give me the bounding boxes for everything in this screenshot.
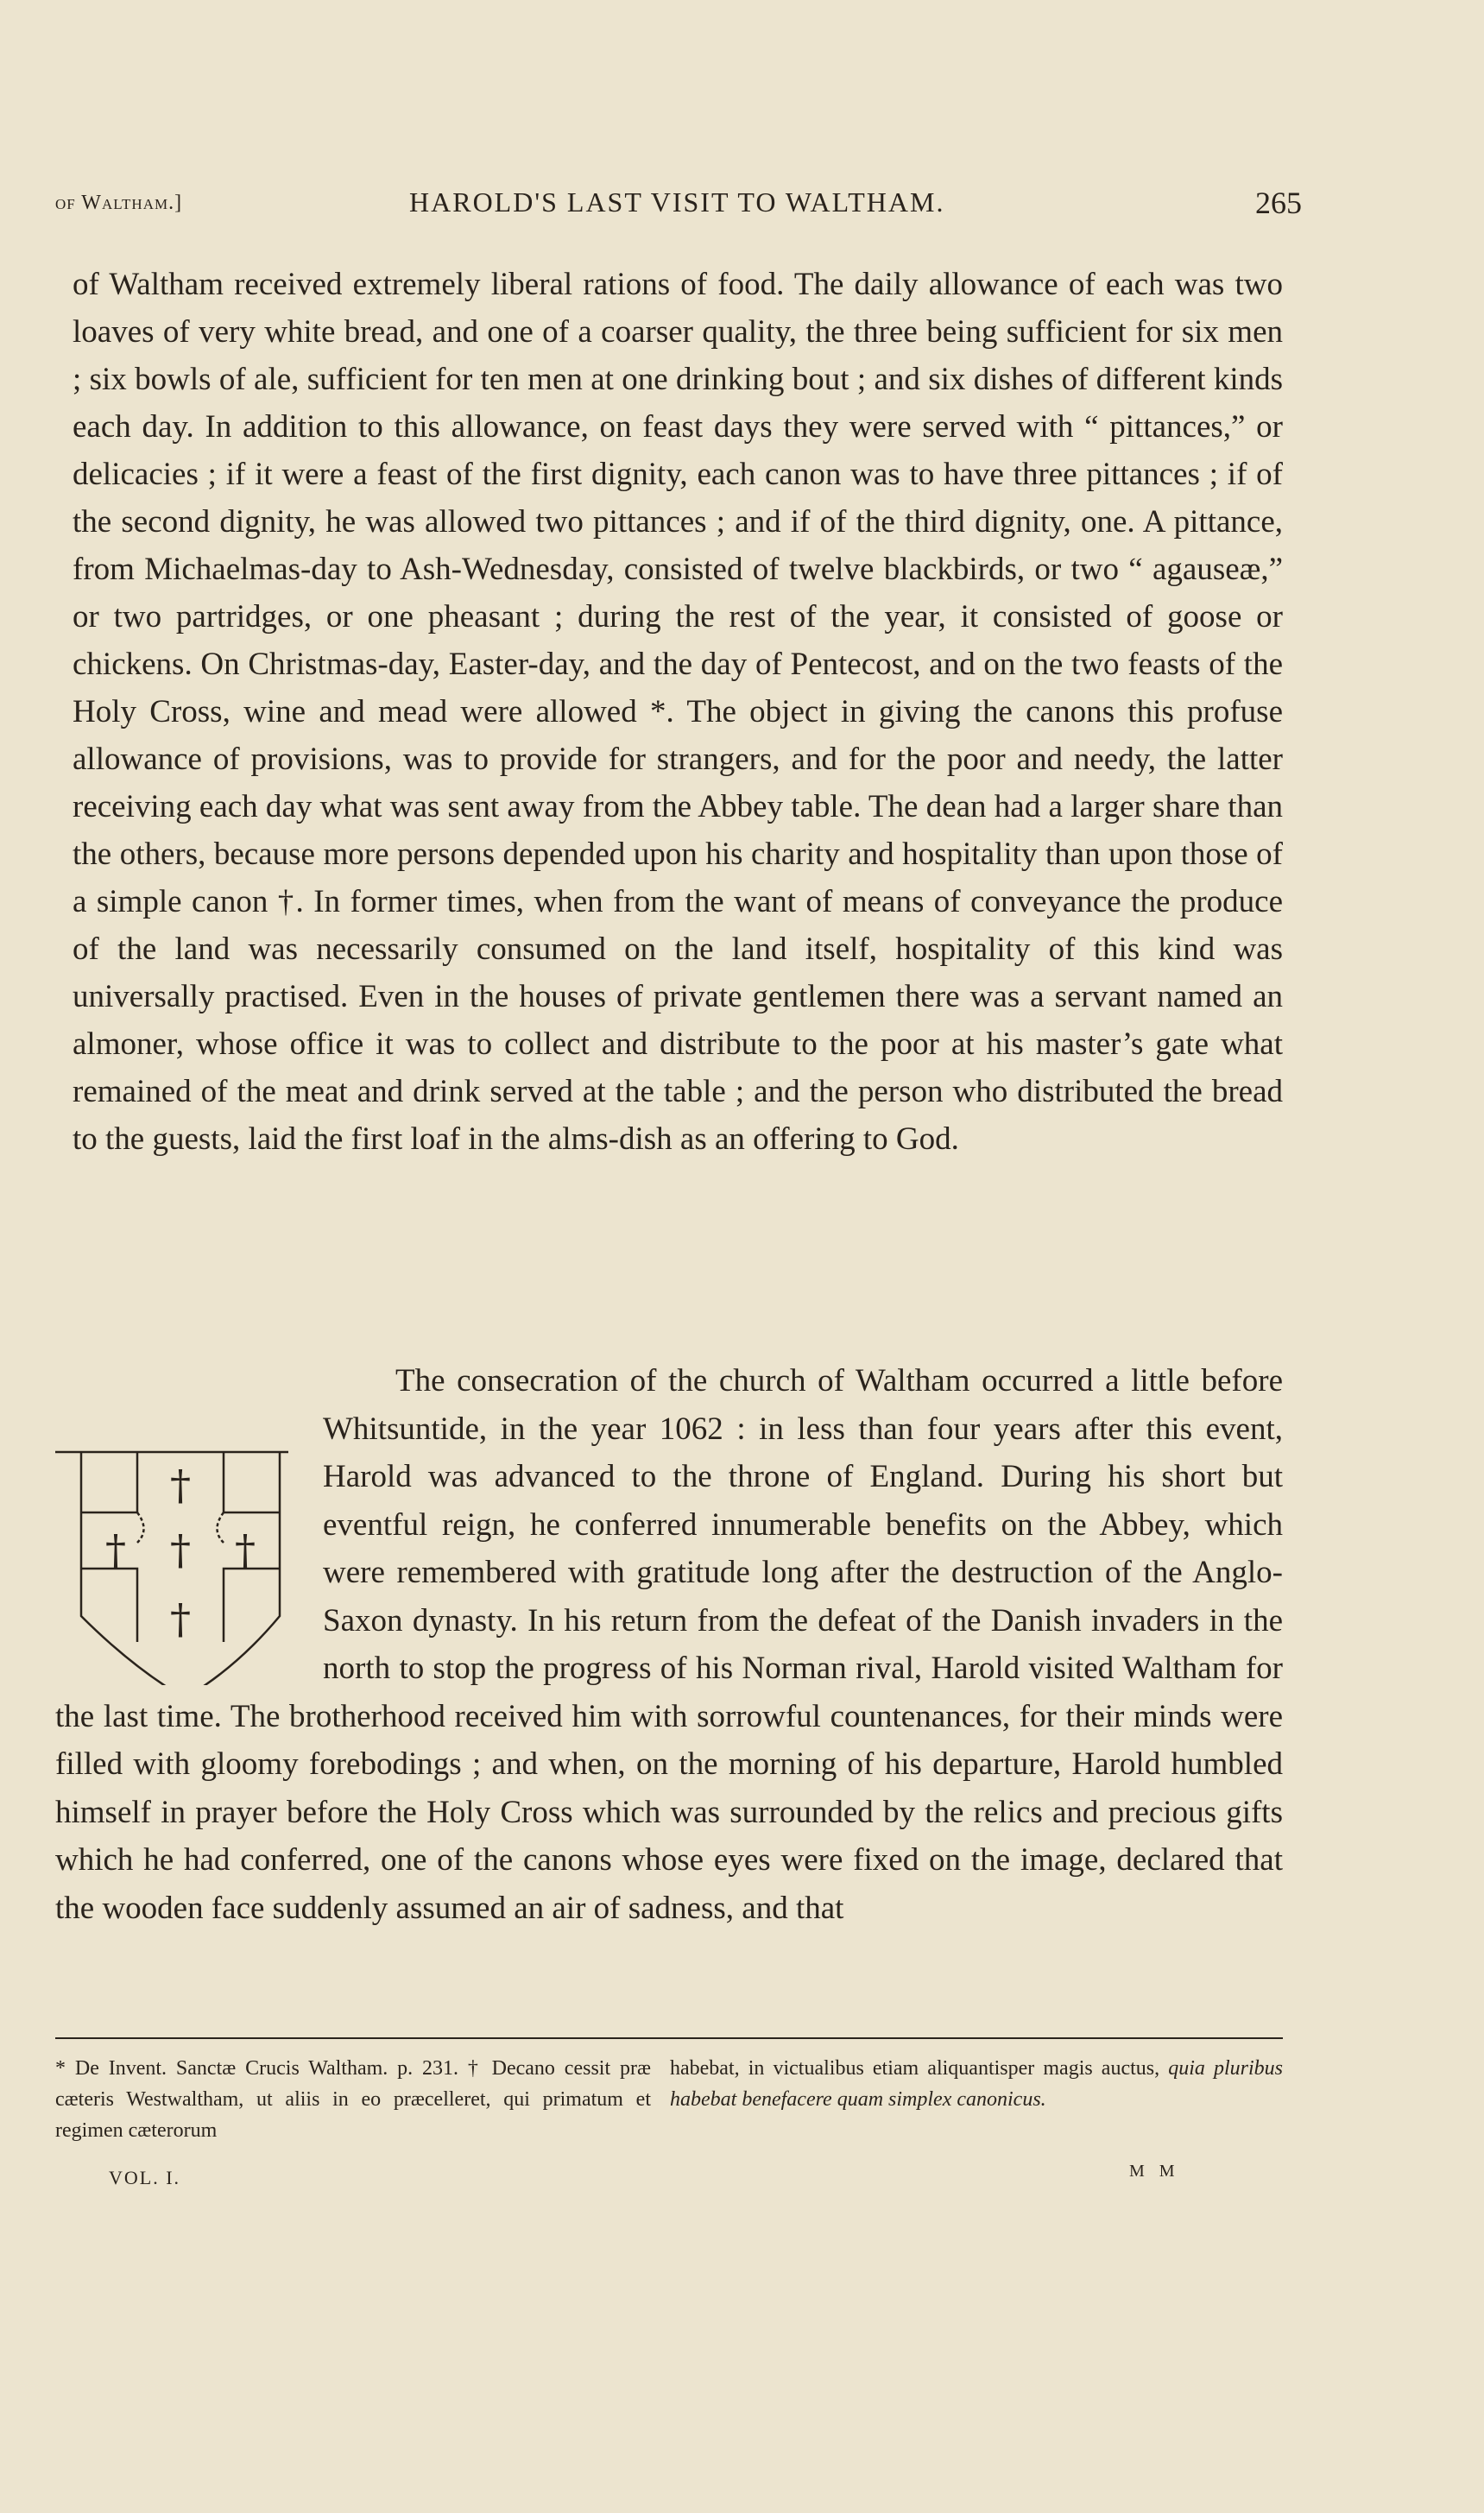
header-title: HAROLD'S LAST VISIT TO WALTHAM. [409, 186, 945, 218]
footnotes [55, 2053, 1283, 2146]
header-left: of Waltham.] [55, 192, 183, 214]
volume-signature: VOL. I. [109, 2167, 181, 2188]
paragraph-2-block [55, 1357, 1283, 1932]
main-text [73, 261, 1283, 1163]
page-number: 265 [1255, 186, 1302, 220]
cross-bottom: † [170, 1595, 191, 1644]
cross-right: † [235, 1526, 256, 1575]
footnote-rule [55, 2037, 1283, 2039]
footnote-right-italic: quia pluribus habebat benefacere quam simplex canonicus. [670, 2057, 1283, 2111]
cross-center: † [170, 1526, 191, 1575]
heraldic-shield [55, 1357, 306, 1685]
paragraph-2: The consecration of the church of Waltham occurred a little before Whitsuntide, in the year 1062 : in less than four years after this event, Harold was advanced to the throne of England. During his short but eventful reign, he conferred innumerable benefits on the Abbey, which were remembered with gratitude long after the destruction of the Anglo-Saxon dynasty. In his return from the defeat of the Danish invaders in the north to stop the progress of his Norman rival, Harold visited Waltham for the last time. The brotherhood received him with sorrowful countenances, for their minds were filled with gloomy forebodings ; and when, on the morning of his departure, Harold humbled himself in prayer before the Holy Cross which was surrounded by the relics and precious gifts which he had conferred, one of the canons whose eyes were fixed on the image, declared that the wooden face suddenly assumed an air of sadness, and that [55, 1363, 1283, 1926]
footnote-right-plain: habebat, in victualibus etiam aliquantisper magis auctus, [670, 2057, 1160, 2080]
cross-top: † [170, 1462, 191, 1510]
gathering-mark: M M [1129, 2162, 1180, 2181]
shield-icon [55, 1357, 306, 1685]
footnote-right [670, 2053, 1283, 2146]
footnote-left: * De Invent. Sanctæ Crucis Waltham. p. 231. † Decano cessit præ cæteris Westwaltham, ut aliis in eo præcelleret, qui primatum et regimen cæterorum [55, 2057, 651, 2142]
running-header [55, 183, 1302, 226]
cross-left: † [105, 1526, 126, 1575]
paragraph-1: of Waltham received extremely liberal rations of food. The daily allowance of each was two loaves of very white bread, and one of a coarser quality, the three being sufficient for six men ; six bowls of ale, sufficient for ten men at one drinking bout ; and six dishes of different kinds each day. In addition to this allowance, on feast days they were served with “ pittances,” or delicacies ; if it were a feast of the first dignity, each canon was to have three pittances ; if of the second dignity, he was allowed two pittances ; and if of the third dignity, one. A pittance, from Michaelmas-day to Ash-Wednesday, consisted of twelve blackbirds, or two “ agauseæ,” or two partridges, or one pheasant ; during the rest of the year, it consisted of goose or chickens. On Christmas-day, Easter-day, and the day of Pentecost, and on the two feasts of the Holy Cross, wine and mead were allowed *. The object in giving the canons this profuse allowance of provisions, was to provide for strangers, and for the poor and needy, the latter receiving each day what was sent away from the Abbey table. The dean had a larger share than the others, because more persons depended upon his charity and hospitality than upon those of a simple canon †. In former times, when from the want of means of conveyance the produce of the land was necessarily consumed on the land itself, hospitality of this kind was universally practised. Even in the houses of private gentlemen there was a servant named an almoner, whose office it was to collect and distribute to the poor at his master’s gate what remained of the meat and drink served at the table ; and the person who distributed the bread to the guests, laid the first loaf in the alms-dish as an offering to God. [73, 267, 1284, 1157]
